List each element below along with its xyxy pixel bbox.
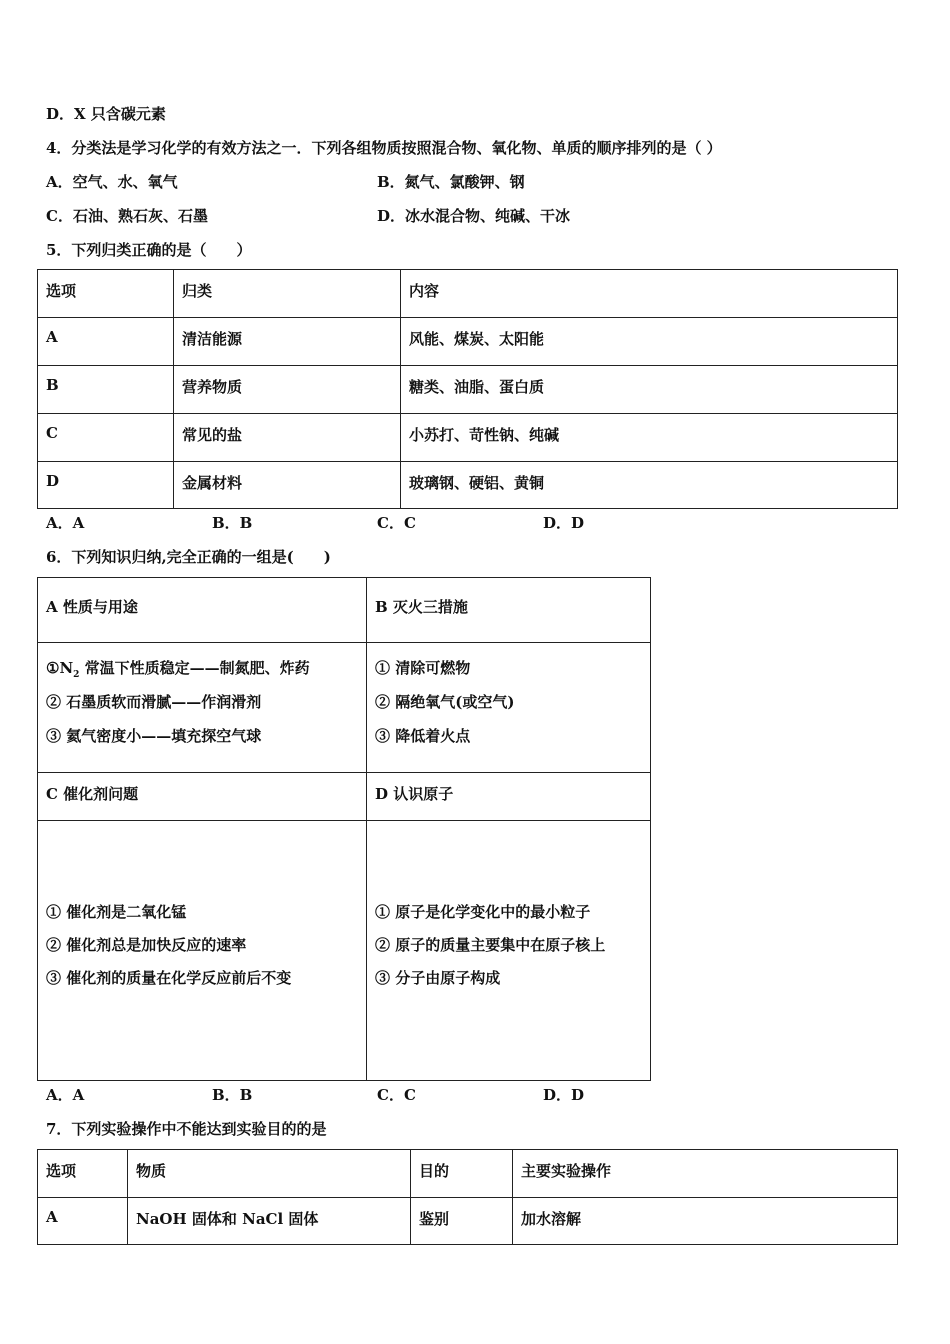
q7-stem: 7．下列实验操作中不能达到实验目的的是 — [46, 1120, 327, 1138]
q5-header-content: 内容 — [401, 270, 898, 318]
q7-table — [37, 1149, 898, 1245]
q6-d-item-3: ③ 分子由原子构成 — [375, 969, 501, 987]
q5-answer-a: A．A — [46, 514, 85, 532]
q5-table — [37, 269, 898, 509]
q5-header-option: 选项 — [38, 270, 174, 318]
q7-row-a-option: A — [38, 1198, 128, 1245]
q6-stem: 6．下列知识归纳,完全正确的一组是( ) — [46, 548, 331, 566]
q5-header-category: 归类 — [174, 270, 401, 318]
q6-answer-b: B．B — [212, 1086, 253, 1104]
q6-c-cell — [38, 821, 367, 1081]
q5-row-a-content: 风能、煤炭、太阳能 — [401, 318, 898, 366]
q5-row-c-option: C — [38, 414, 174, 462]
q4-option-b: B．氮气、氯酸钾、钢 — [377, 173, 525, 191]
q6-b-title: B 灭火三措施 — [367, 578, 651, 643]
q5-answer-d: D．D — [543, 514, 585, 532]
q6-b-item-1: ① 清除可燃物 — [375, 659, 471, 677]
q7-row-a-substance: NaOH 固体和 NaCl 固体 — [128, 1198, 411, 1245]
q6-answer-c: C．C — [377, 1086, 416, 1104]
q5-row-d-category: 金属材料 — [174, 462, 401, 509]
q6-answer-a: A．A — [46, 1086, 85, 1104]
q6-c-item-2: ② 催化剂总是加快反应的速率 — [46, 936, 247, 954]
q6-a-title: A 性质与用途 — [38, 578, 367, 643]
q4-option-c: C．石油、熟石灰、石墨 — [46, 207, 208, 225]
q6-b-cell — [367, 643, 651, 773]
q6-a-item-2: ② 石墨质软而滑腻——作润滑剂 — [46, 693, 262, 711]
q4-option-a: A．空气、水、氧气 — [46, 173, 178, 191]
q6-a-cell — [38, 643, 367, 773]
q6-answer-d: D．D — [543, 1086, 585, 1104]
q6-a-item-1: $①N_2$ 常温下性质稳定——制氮肥、炸药 — [46, 659, 310, 680]
q5-answer-c: C．C — [377, 514, 416, 532]
q6-d-item-1: ① 原子是化学变化中的最小粒子 — [375, 903, 591, 921]
q7-header-operation: 主要实验操作 — [513, 1150, 898, 1198]
q6-table — [37, 577, 651, 1081]
q5-stem: 5．下列归类正确的是（ ） — [46, 241, 252, 259]
q5-row-c-content: 小苏打、苛性钠、纯碱 — [401, 414, 898, 462]
q6-b-item-3: ③ 降低着火点 — [375, 727, 471, 745]
q6-c-title: C 催化剂问题 — [38, 773, 367, 821]
q3-option-d: D．X 只含碳元素 — [46, 105, 166, 123]
q6-c-item-3: ③ 催化剂的质量在化学反应前后不变 — [46, 969, 292, 987]
q5-row-c-category: 常见的盐 — [174, 414, 401, 462]
q5-row-d-option: D — [38, 462, 174, 509]
q7-header-option: 选项 — [38, 1150, 128, 1198]
q6-d-item-2: ② 原子的质量主要集中在原子核上 — [375, 936, 606, 954]
q7-header-substance: 物质 — [128, 1150, 411, 1198]
q5-answer-b: B．B — [212, 514, 253, 532]
q5-row-b-category: 营养物质 — [174, 366, 401, 414]
q4-stem: 4．分类法是学习化学的有效方法之一．下列各组物质按照混合物、氧化物、单质的顺序排列的是（ ） — [46, 139, 722, 157]
q5-row-b-option: B — [38, 366, 174, 414]
q6-d-cell — [367, 821, 651, 1081]
q5-row-b-content: 糖类、油脂、蛋白质 — [401, 366, 898, 414]
q5-row-d-content: 玻璃钢、硬铝、黄铜 — [401, 462, 898, 509]
q7-row-a-operation: 加水溶解 — [513, 1198, 898, 1245]
q7-header-purpose: 目的 — [411, 1150, 513, 1198]
q4-option-d: D．冰水混合物、纯碱、干冰 — [377, 207, 571, 225]
q6-d-title: D 认识原子 — [367, 773, 651, 821]
q6-b-item-2: ② 隔绝氧气(或空气) — [375, 693, 515, 711]
q5-row-a-option: A — [38, 318, 174, 366]
q7-row-a-purpose: 鉴别 — [411, 1198, 513, 1245]
q5-row-a-category: 清洁能源 — [174, 318, 401, 366]
q6-a-item-3: ③ 氦气密度小——填充探空气球 — [46, 727, 262, 745]
q6-c-item-1: ① 催化剂是二氧化锰 — [46, 903, 187, 921]
